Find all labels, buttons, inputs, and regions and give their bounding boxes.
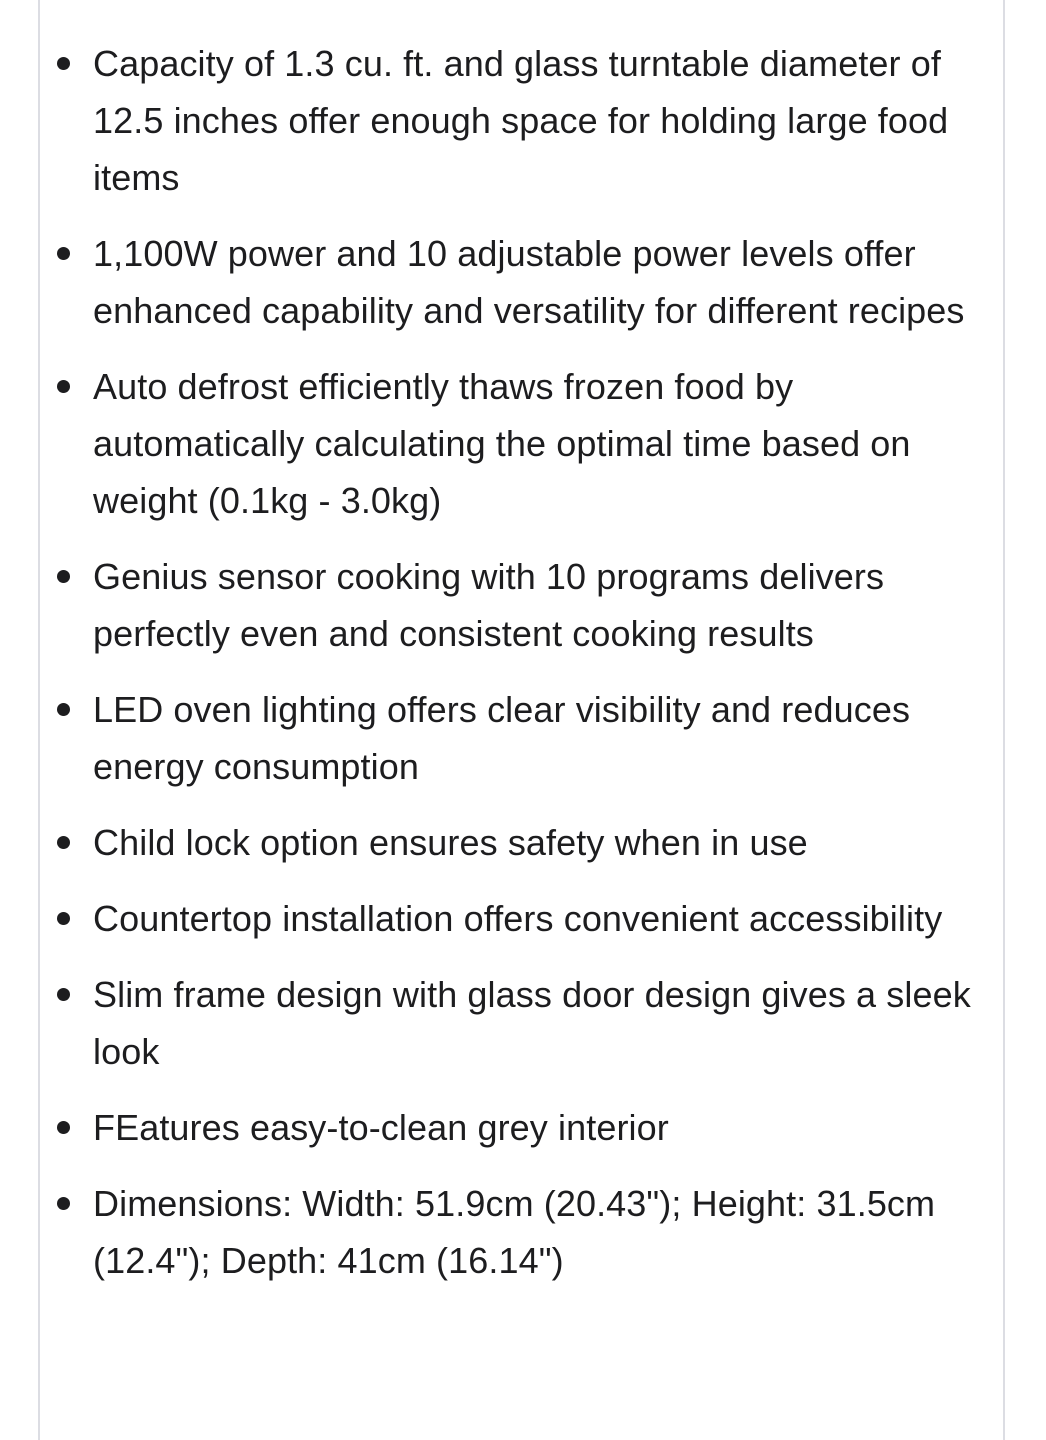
list-item xyxy=(40,1175,1003,1289)
list-item xyxy=(40,966,1003,1080)
bullet-icon xyxy=(57,247,70,260)
bullet-icon xyxy=(57,57,70,70)
feature-text: LED oven lighting offers clear visibility and reduces energy consumption xyxy=(93,689,911,787)
bullet-icon xyxy=(57,380,70,393)
list-item xyxy=(40,35,1003,206)
feature-text: Capacity of 1.3 cu. ft. and glass turntable diameter of 12.5 inches offer enough space for holding large food items xyxy=(93,43,949,198)
list-item xyxy=(40,548,1003,662)
list-item xyxy=(40,814,1003,871)
feature-text: Dimensions: Width: 51.9cm (20.43"); Height: 31.5cm (12.4"); Depth: 41cm (16.14") xyxy=(93,1183,936,1281)
product-features-panel xyxy=(38,0,1005,1440)
bullet-icon xyxy=(57,1197,70,1210)
list-item xyxy=(40,1099,1003,1156)
bullet-icon xyxy=(57,570,70,583)
list-item xyxy=(40,358,1003,529)
bullet-icon xyxy=(57,703,70,716)
bullet-icon xyxy=(57,836,70,849)
bullet-icon xyxy=(57,1121,70,1134)
list-item xyxy=(40,225,1003,339)
feature-text: Child lock option ensures safety when in use xyxy=(93,822,808,863)
feature-list xyxy=(40,35,1003,1308)
feature-text: 1,100W power and 10 adjustable power levels offer enhanced capability and versatility for different recipes xyxy=(93,233,965,331)
bullet-icon xyxy=(57,912,70,925)
feature-text: Genius sensor cooking with 10 programs delivers perfectly even and consistent cooking results xyxy=(93,556,885,654)
feature-text: Countertop installation offers convenient accessibility xyxy=(93,898,943,939)
feature-text: Auto defrost efficiently thaws frozen food by automatically calculating the optimal time based on weight (0.1kg - 3.0kg) xyxy=(93,366,911,521)
bullet-icon xyxy=(57,988,70,1001)
list-item xyxy=(40,890,1003,947)
list-item xyxy=(40,681,1003,795)
feature-text: Slim frame design with glass door design gives a sleek look xyxy=(93,974,971,1072)
feature-text: FEatures easy-to-clean grey interior xyxy=(93,1107,669,1148)
